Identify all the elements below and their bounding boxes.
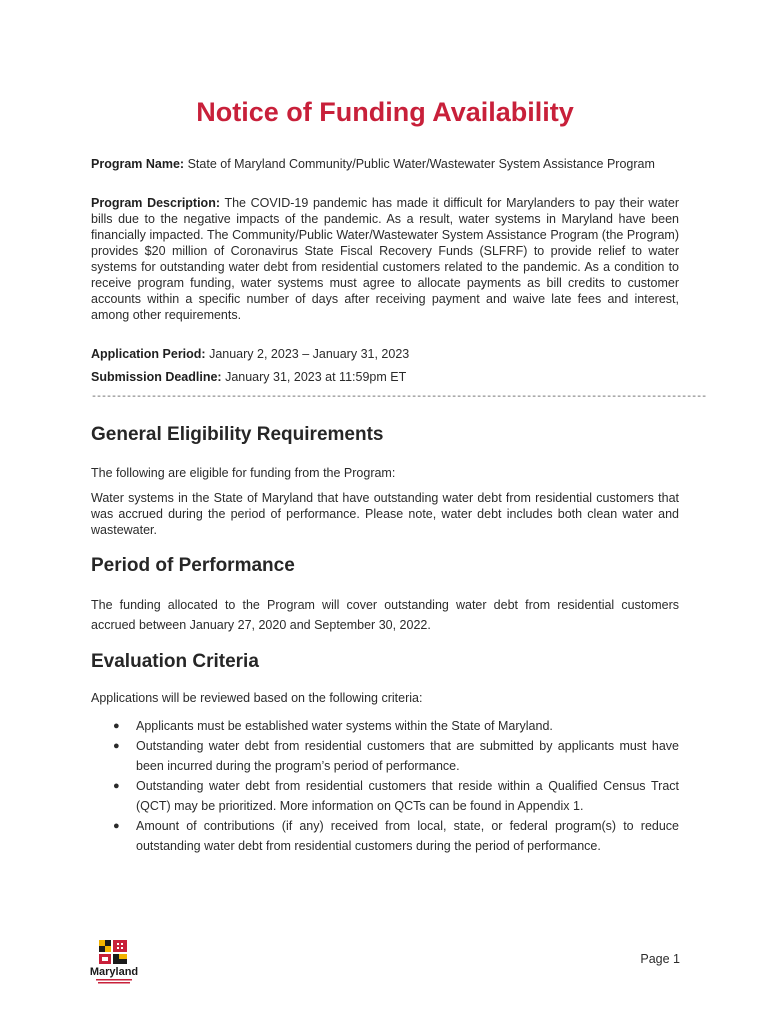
bullet-icon: ● bbox=[113, 780, 120, 792]
application-period bbox=[91, 346, 679, 362]
list-item bbox=[91, 736, 679, 776]
eligibility-heading: General Eligibility Requirements bbox=[91, 424, 384, 445]
evaluation-heading: Evaluation Criteria bbox=[91, 651, 259, 672]
page-number: Page 1 bbox=[640, 952, 680, 966]
submission-deadline-value: January 31, 2023 at 11:59pm ET bbox=[225, 370, 407, 384]
maryland-flag-icon bbox=[84, 938, 144, 988]
evaluation-intro: Applications will be reviewed based on the following criteria: bbox=[91, 691, 423, 705]
program-description-label: Program Description: bbox=[91, 196, 220, 210]
performance-body: The funding allocated to the Program will cover outstanding water debt from residential customers accrued between January 27, 2020 and September 30, 2022. bbox=[91, 598, 679, 632]
application-period-label: Application Period: bbox=[91, 347, 206, 361]
list-item bbox=[91, 776, 679, 816]
application-period-value: January 2, 2023 – January 31, 2023 bbox=[209, 347, 410, 361]
list-item bbox=[91, 816, 679, 856]
list-item-text: Amount of contributions (if any) received from local, state, or federal program(s) to reduce outstanding water debt from residential customers during the period of performance. bbox=[136, 819, 679, 853]
bullet-icon: ● bbox=[113, 720, 120, 732]
list-item-text: Applicants must be established water systems within the State of Maryland. bbox=[136, 719, 553, 733]
list-item-text: Outstanding water debt from residential customers that reside within a Qualified Census Tract (QCT) may be prioritized. More information on QCTs can be found in Appendix 1. bbox=[136, 779, 679, 813]
submission-deadline bbox=[91, 369, 679, 385]
bullet-icon: ● bbox=[113, 820, 120, 832]
program-name-label: Program Name: bbox=[91, 157, 185, 171]
page-title: Notice of Funding Availability bbox=[196, 97, 574, 127]
maryland-logo bbox=[84, 938, 144, 988]
eligibility-body: Water systems in the State of Maryland that have outstanding water debt from residential customers that was accrued during the period of performance. Please note, water debt includes both clean water and wastewater. bbox=[91, 491, 679, 537]
section-divider: --------------------------------------------------------------------------------------------------------------------------- bbox=[91, 392, 707, 403]
program-description bbox=[91, 195, 679, 323]
performance-heading: Period of Performance bbox=[91, 555, 295, 576]
list-item-text: Outstanding water debt from residential customers that are submitted by applicants must have been incurred during the program’s period of performance. bbox=[136, 739, 679, 773]
eligibility-intro: The following are eligible for funding from the Program: bbox=[91, 466, 396, 480]
logo-wordmark: Maryland bbox=[89, 966, 139, 978]
evaluation-criteria-list bbox=[91, 716, 679, 856]
program-description-value: The COVID-19 pandemic has made it difficult for Marylanders to pay their water bills due to the negative impacts of the pandemic. As a result, water systems in Maryland have been financially impacted. The Community/Public Water/Wastewater System Assistance Program (the Program) provides $20 million of Coronavirus State Fiscal Recovery Funds (SLFRF) to provide relief to water systems for outstanding water debt from residential customers related to the pandemic. As a condition to receive program funding, water systems must agree to allocate payments as bill credits to customer accounts within a specific number of days after receiving payment and waive late fees and interest, among other requirements. bbox=[91, 196, 679, 322]
program-name bbox=[91, 156, 679, 172]
list-item bbox=[91, 716, 679, 736]
submission-deadline-label: Submission Deadline: bbox=[91, 370, 222, 384]
bullet-icon: ● bbox=[113, 740, 120, 752]
program-name-value: State of Maryland Community/Public Water/Wastewater System Assistance Program bbox=[187, 157, 655, 171]
